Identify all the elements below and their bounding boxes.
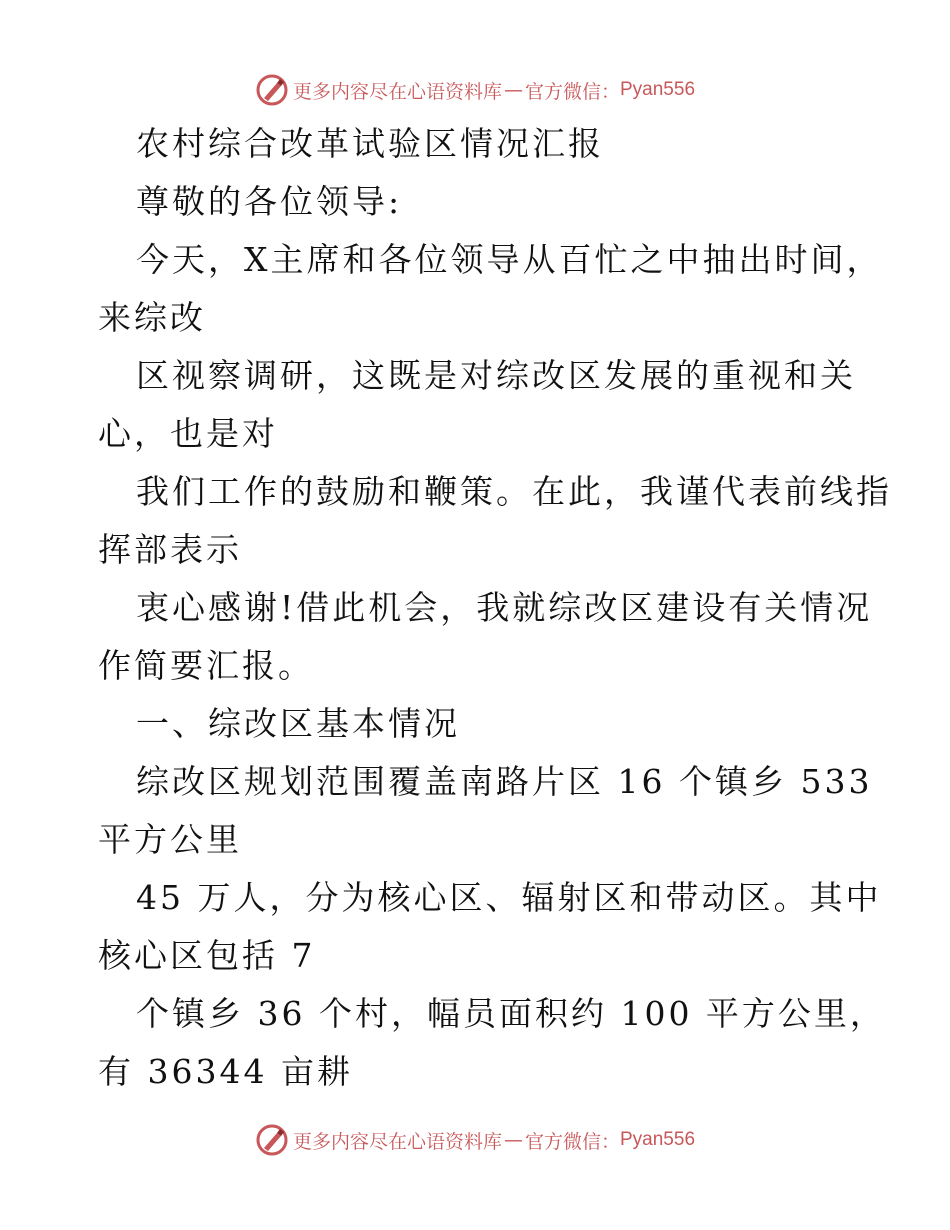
document-line: 平方公里 [98,820,242,859]
document-body [98,115,892,1101]
watermark-separator: — [503,1129,523,1151]
document-line: 作简要汇报。 [98,646,314,685]
document-line: 一、综改区基本情况 [136,704,460,743]
watermark-id: Pyan556 [620,1129,696,1150]
document-line: 尊敬的各位领导: [136,182,403,221]
document-line: 衷心感谢!借此机会，我就综改区建设有关情况 [136,588,873,627]
document-line: 挥部表示 [98,530,242,569]
document-line: 我们工作的鼓励和鞭策。在此，我谨代表前线指 [136,472,892,511]
document-line: 今天，X主席和各位领导从百忙之中抽出时间， [136,240,883,279]
pen-logo-icon [255,1123,289,1157]
document-line: 综改区规划范围覆盖南路片区 16 个镇乡 533 [136,762,873,801]
document-line: 来综改 [98,298,206,337]
document-line: 个镇乡 36 个村，幅员面积约 100 平方公里， [136,994,886,1033]
document-line: 心，也是对 [98,414,278,453]
watermark-official: 官方微信： [524,80,620,103]
document-line: 农村综合改革试验区情况汇报 [136,124,604,163]
document-line: 核心区包括 7 [98,936,316,975]
document-line: 区视察调研，这既是对综改区发展的重视和关 [136,356,856,395]
watermark-separator: — [503,79,523,101]
watermark-text: 更多内容尽在心语资料库 [292,80,502,103]
watermark-official: 官方微信： [524,1130,620,1153]
watermark-id: Pyan556 [620,79,696,100]
watermark-banner-top [0,70,950,110]
watermark-banner-bottom [0,1120,950,1160]
pen-logo-icon [255,73,289,107]
watermark-text: 更多内容尽在心语资料库 [292,1130,502,1153]
document-line: 有 36344 亩耕 [98,1052,353,1091]
document-line: 45 万人，分为核心区、辐射区和带动区。其中 [136,878,882,917]
